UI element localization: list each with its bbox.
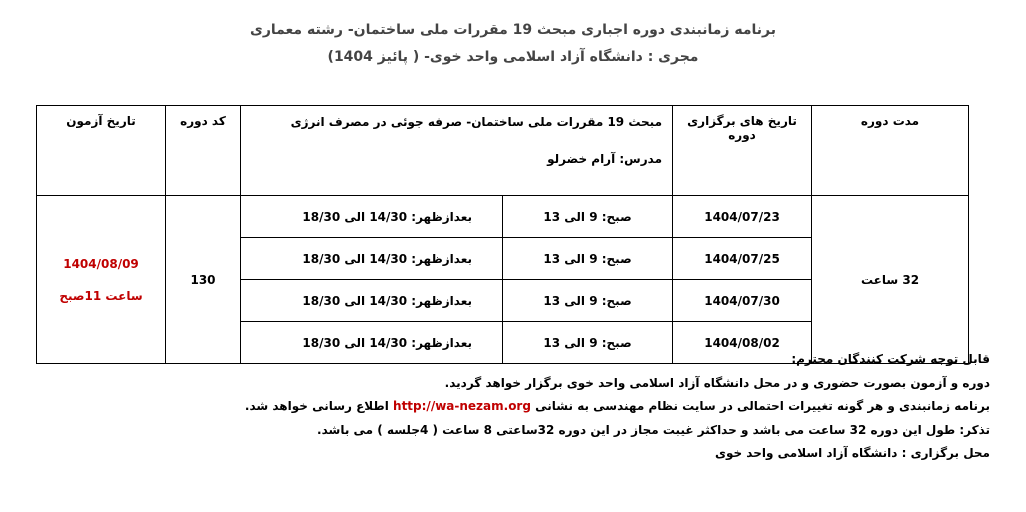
table-header-row — [37, 106, 969, 196]
session-morning: صبح: 9 الی 13 — [503, 238, 673, 280]
page-title: برنامه زمانبندی دوره اجباری مبحث 19 مقررات ملی ساختمان- رشته معماری — [249, 22, 776, 38]
course-code: 130 — [166, 196, 241, 364]
session-afternoon: بعدازظهر: 14/30 الی 18/30 — [241, 238, 503, 280]
exam-time: ساعت 11صبح — [59, 288, 143, 303]
notes-line: دوره و آزمون بصورت حضوری و در محل دانشگاه آزاد اسلامی واحد خوی برگزار خواهد گردید. — [444, 375, 990, 390]
session-date: 1404/07/25 — [673, 238, 812, 280]
schedule-table — [36, 105, 969, 364]
duration-value: 32 ساعت — [812, 196, 969, 364]
notes-line: تذکر: طول این دوره 32 ساعت می باشد و حداکثر غیبت مجاز در این دوره 32ساعتی 8 ساعت ( 4جلسه ) می باشد. — [317, 422, 990, 437]
header-exam: تاریخ آزمون — [37, 106, 166, 196]
notes-line — [190, 395, 990, 419]
notes-line: محل برگزاری : دانشگاه آزاد اسلامی واحد خوی — [714, 446, 990, 460]
instructor: مدرس: آرام خضرلو — [547, 152, 663, 166]
website-link[interactable]: http://wa-nezam.org — [393, 399, 531, 413]
session-morning: صبح: 9 الی 13 — [503, 280, 673, 322]
header-duration: مدت دوره — [812, 106, 969, 196]
table-row — [37, 196, 969, 238]
header-course — [241, 106, 673, 196]
session-morning: صبح: 9 الی 13 — [503, 322, 673, 364]
session-afternoon: بعدازظهر: 14/30 الی 18/30 — [241, 196, 503, 238]
session-afternoon: بعدازظهر: 14/30 الی 18/30 — [241, 280, 503, 322]
header-dates: تاریخ های برگزاری دوره — [673, 106, 812, 196]
page-subtitle: مجری : دانشگاه آزاد اسلامی واحد خوی- ( پائیز 1404) — [327, 49, 699, 65]
session-date: 1404/08/02 — [673, 322, 812, 364]
course-title: مبحث 19 مقررات ملی ساختمان- صرفه جوئی در مصرف انرژی — [290, 115, 663, 129]
notes-section — [190, 348, 990, 466]
session-date: 1404/07/23 — [673, 196, 812, 238]
header-code: کد دوره — [166, 106, 241, 196]
session-date: 1404/07/30 — [673, 280, 812, 322]
notes-text: برنامه زمانبندی و هر گونه تغییرات احتمالی در سایت نظام مهندسی به نشانی — [535, 399, 990, 413]
session-afternoon: بعدازظهر: 14/30 الی 18/30 — [241, 322, 503, 364]
notes-text: اطلاع رسانی خواهد شد. — [244, 399, 389, 413]
notes-heading: قابل توجه شرکت کنندگان محترم: — [791, 352, 990, 366]
exam-date: 1404/08/09 — [63, 256, 139, 271]
session-morning: صبح: 9 الی 13 — [503, 196, 673, 238]
exam-cell — [37, 196, 166, 364]
